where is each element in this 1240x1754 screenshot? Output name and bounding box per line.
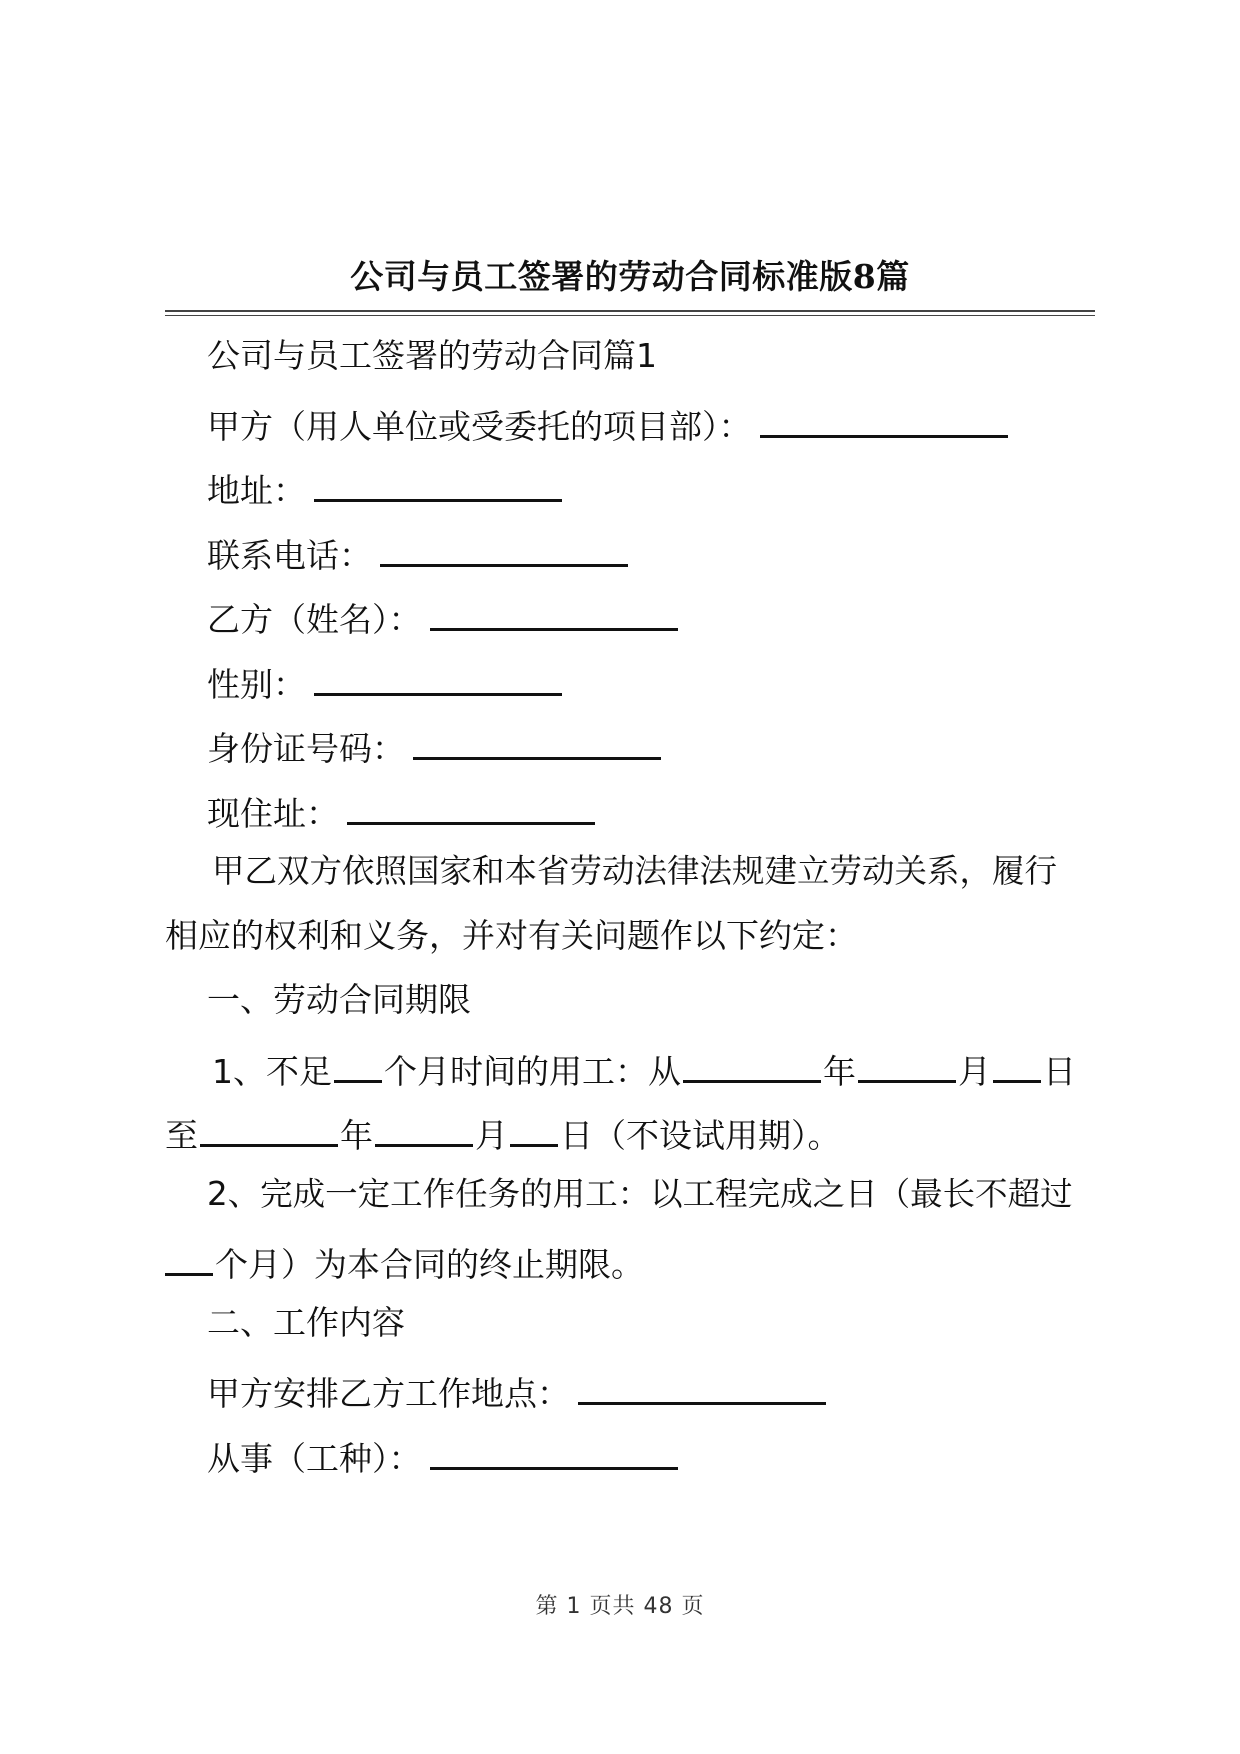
job-type-field — [207, 1429, 678, 1482]
max-months-blank — [165, 1235, 213, 1276]
term-item-2-line-2 — [165, 1235, 644, 1288]
id-number-field — [207, 719, 661, 772]
party-a-label: 甲方（用人单位或受委托的项目部）： — [207, 407, 752, 446]
work-location-field — [207, 1364, 826, 1417]
address-blank — [314, 461, 562, 502]
phone-field — [207, 526, 628, 579]
end-year-blank — [200, 1106, 338, 1147]
section1-heading: 一、劳动合同期限 — [207, 980, 471, 1019]
id-number-label: 身份证号码： — [207, 729, 405, 768]
term-item-1-line-1 — [212, 1042, 1076, 1095]
job-type-label: 从事（工种）： — [207, 1439, 422, 1478]
title-rule-thick — [165, 310, 1095, 312]
page-footer: 第 1 页共 48 页 — [535, 1594, 705, 1619]
term-item-1-end-month-label: 月 — [475, 1116, 508, 1155]
intro-line-1: 甲乙双方依照国家和本省劳动法律法规建立劳动关系，履行 — [212, 852, 1058, 890]
end-day-blank — [510, 1106, 558, 1147]
start-month-blank — [858, 1042, 956, 1083]
months-blank — [334, 1042, 382, 1083]
contract-subtitle: 公司与员工签署的劳动合同篇1 — [207, 336, 657, 375]
current-address-label: 现住址： — [207, 794, 339, 833]
gender-blank — [314, 655, 562, 696]
document-title: 公司与员工签署的劳动合同标准版8篇 — [350, 257, 910, 296]
term-item-1-month-label: 月 — [958, 1052, 991, 1091]
start-year-blank — [683, 1042, 821, 1083]
job-type-blank — [430, 1429, 678, 1470]
term-item-1-text-a: 1、不足 — [212, 1052, 332, 1091]
party-a-blank — [760, 397, 1008, 438]
term-item-2-line-1: 2、完成一定工作任务的用工：以工程完成之日（最长不超过 — [207, 1175, 1073, 1213]
party-a-field — [207, 397, 1008, 450]
section2-heading: 二、工作内容 — [207, 1303, 405, 1342]
term-item-1-text-b: 个月时间的用工：从 — [384, 1052, 681, 1091]
address-field — [207, 461, 562, 514]
gender-field — [207, 655, 562, 708]
term-item-1-end-text: 日（不设试用期）。 — [560, 1116, 841, 1155]
party-b-blank — [430, 590, 678, 631]
end-month-blank — [375, 1106, 473, 1147]
phone-blank — [380, 526, 628, 567]
id-number-blank — [413, 719, 661, 760]
intro-line-2: 相应的权利和义务，并对有关问题作以下约定： — [165, 916, 858, 955]
phone-label: 联系电话： — [207, 536, 372, 575]
current-address-blank — [347, 784, 595, 825]
address-label: 地址： — [207, 471, 306, 510]
term-item-1-to-label: 至 — [165, 1116, 198, 1155]
work-location-label: 甲方安排乙方工作地点： — [207, 1374, 570, 1413]
term-item-1-day-label: 日 — [1043, 1052, 1076, 1091]
party-b-label: 乙方（姓名）： — [207, 600, 422, 639]
gender-label: 性别： — [207, 665, 306, 704]
term-item-1-end-year-label: 年 — [340, 1116, 373, 1155]
work-location-blank — [578, 1364, 826, 1405]
current-address-field — [207, 784, 595, 837]
term-item-1-year-label: 年 — [823, 1052, 856, 1091]
party-b-field — [207, 590, 678, 643]
term-item-2-text: 个月）为本合同的终止期限。 — [215, 1245, 644, 1284]
title-rule-thin — [165, 315, 1095, 316]
start-day-blank — [993, 1042, 1041, 1083]
term-item-1-line-2 — [165, 1106, 841, 1159]
